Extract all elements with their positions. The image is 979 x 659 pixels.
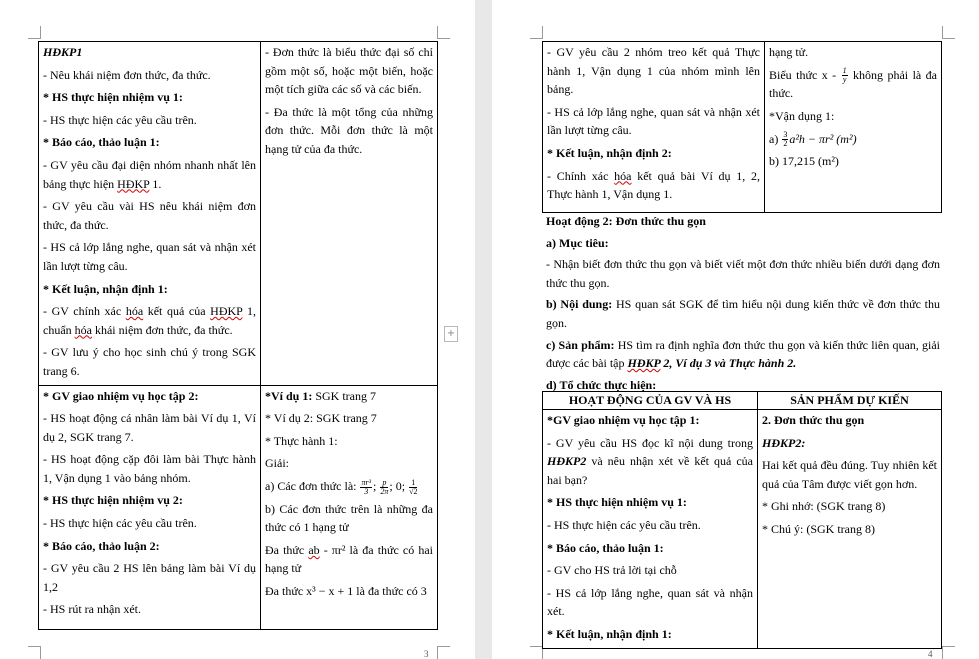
cell-text: - GV lưu ý cho học sinh chú ý trong SGK trang 6. (43, 345, 256, 378)
cell-text: Đa thức ab - πr² là đa thức có hai hạng tử (265, 542, 434, 576)
cell-text: - HS thực hiện các yêu cầu trên. (43, 112, 197, 127)
table-cell[interactable] (261, 385, 438, 629)
cell-text: - GV chính xác hóa kết quả của HĐKP 1, chuẩn hóa khái niệm đơn thức, đa thức. (43, 304, 257, 337)
cell-text: - HS cả lớp lắng nghe, quan sát và nhận xét. (547, 585, 753, 619)
cell-heading: *GV giao nhiệm vụ học tập 1: (547, 413, 700, 427)
spelling-flag[interactable]: HĐKP (117, 176, 150, 191)
cell-text: Giải: (265, 456, 289, 471)
cell-heading: * Kết luận, nhận định 1: (547, 626, 672, 641)
cell-text: - HS rút ra nhận xét. (43, 602, 141, 617)
cell-text: - GV yêu cầu đại diện nhóm nhanh nhất lên bảng thực hiện HĐKP 1. (43, 157, 256, 191)
cell-text: b) Các đơn thức trên là những đa thức có 1 hạng tử (265, 501, 433, 535)
spelling-flag[interactable]: hóa (74, 322, 92, 337)
cell-text: - Đa thức là một tổng của những đơn thức. Mỗi đơn thức là một hạng tử của đa thức. (265, 104, 433, 156)
cell-text: - Chính xác hóa kết quả bài Ví dụ 1, 2, Thực hành 1, Vận dụng 1. (547, 168, 760, 202)
margin-mark (28, 646, 41, 659)
cell-heading: 2. Đơn thức thu gọn (762, 413, 865, 427)
cell-text: b) 17,215 (m²) (769, 154, 839, 169)
column-header: SẢN PHẨM DỰ KIẾN (758, 392, 942, 410)
add-page-icon[interactable]: + (444, 326, 458, 342)
table-cell[interactable] (261, 42, 438, 386)
cell-heading: * GV giao nhiệm vụ học tập 2: (43, 388, 199, 403)
cell-text: - GV cho HS trả lời tại chỗ (547, 563, 677, 578)
formula-line: a) Các đơn thức là: $\frac{\text{πr³}}{3}$ ; $\frac{p}{2\pi}$ ; 0; $\frac{1}{√2}$ (265, 477, 418, 496)
spelling-flag[interactable]: hóa (125, 304, 144, 319)
cell-text: - GV yêu cầu HS đọc kĩ nội dung trong HĐKP2 và nêu nhận xét về kết quả của hai bạn? (547, 435, 753, 487)
paragraph: - Nhận biết đơn thức thu gọn và biết viết một đơn thức nhiều biến dưới dạng đơn thức thu gọn. (546, 257, 940, 290)
cell-heading: * Kết luận, nhận định 1: (43, 281, 168, 296)
margin-mark (28, 26, 41, 39)
margin-mark (942, 646, 955, 659)
cell-text: hạng tử. (769, 45, 809, 59)
cell-heading: * Báo cáo, thảo luận 2: (43, 538, 160, 553)
cell-text: - HS hoạt động cá nhân làm bài Ví dụ 1, Ví dụ 2, SGK trang 7. (43, 411, 256, 444)
column-header: HOẠT ĐỘNG CỦA GV VÀ HS (543, 392, 758, 410)
section-subheading: d) Tổ chức thực hiện: (546, 377, 657, 392)
cell-text: * Ghi nhớ: (SGK trang 8) (762, 499, 886, 514)
cell-text: - HS thực hiện các yêu cầu trên. (547, 517, 701, 532)
cell-text: *Vận dụng 1: (769, 108, 835, 123)
cell-heading: * Báo cáo, thảo luận 1: (43, 135, 160, 150)
activity-table-left (38, 41, 438, 630)
table-cell[interactable] (758, 410, 942, 649)
activity-table-bottom-right (542, 391, 942, 649)
cell-text: * Ví dụ 2: SGK trang 7 (265, 411, 377, 426)
cell-text: - GV yêu cầu 2 HS lên bảng làm bài Ví dụ 1,2 (43, 561, 256, 594)
margin-mark (437, 646, 450, 659)
margin-mark (530, 26, 543, 39)
formula-line: a) $\frac{3}{2}$ a²h − πr² (m²) (769, 130, 857, 149)
cell-heading: * HS thực hiện nhiệm vụ 2: (43, 493, 183, 508)
fraction: $\frac{p}{2\pi}$ (380, 477, 389, 496)
section-hoat-dong-2 (546, 212, 940, 397)
cell-text: - GV yêu cầu 2 nhóm treo kết quả Thực hành 1, Vận dụng 1 của nhóm mình lên bảng. (547, 45, 760, 97)
section-heading: Hoạt động 2: Đơn thức thu gọn (546, 214, 706, 228)
cell-text: - HS cả lớp lắng nghe, quan sát và nhận xét lần lượt từng câu. (43, 240, 256, 273)
spelling-flag[interactable]: ab (308, 542, 320, 557)
cell-heading: HĐKP1 (43, 45, 83, 59)
cell-text: - Đơn thức là biểu thức đại số chỉ gồm một số, hoặc một biến, hoặc một tích giữa các số và các biến. (265, 45, 433, 97)
fraction: $\frac{1}{y}$ (842, 66, 847, 85)
cell-text: - HS thực hiện các yêu cầu trên. (43, 516, 197, 531)
page-number: 3 (424, 649, 429, 659)
table-cell[interactable] (765, 42, 942, 213)
cell-heading: * HS thực hiện nhiệm vụ 1: (43, 90, 183, 105)
margin-mark (437, 26, 450, 39)
fraction: $\frac{1}{√2}$ (409, 477, 418, 496)
fraction: $\frac{\text{πr³}}{3}$ (361, 477, 372, 496)
page-gutter (475, 0, 492, 659)
fraction: $\frac{3}{2}$ (783, 130, 788, 149)
table-row (39, 385, 438, 629)
table-cell[interactable] (39, 42, 261, 386)
table-cell[interactable] (543, 42, 765, 213)
cell-text: * Thực hành 1: (265, 433, 338, 448)
paragraph: b) Nội dung: HS quan sát SGK để tìm hiểu nội dung kiến thức về đơn thức thu gọn. (546, 297, 940, 330)
cell-text: - GV yêu cầu vài HS nêu khái niệm đơn thức, đa thức. (43, 199, 256, 232)
table-row (543, 410, 942, 649)
cell-text: *Ví dụ 1: SGK trang 7 (265, 388, 377, 403)
spelling-flag[interactable]: hóa (614, 168, 632, 183)
table-row (39, 42, 438, 386)
cell-heading: * Báo cáo, thảo luận 1: (547, 540, 664, 555)
table-cell[interactable] (39, 385, 261, 629)
page-number: 4 (928, 649, 933, 659)
paragraph: c) Sản phẩm: HS tìm ra định nghĩa đơn thức thu gọn và kiến thức liên quan, giải được các bài tập HĐKP 2, Ví dụ 3 và Thực hành 2. (546, 337, 940, 371)
spelling-flag[interactable]: HĐKP (627, 356, 661, 371)
cell-heading: HĐKP2: (762, 435, 806, 450)
document-page-left (0, 0, 475, 659)
cell-text: Đa thức x³ − x + 1 là đa thức có 3 (265, 584, 427, 598)
section-subheading: a) Mục tiêu: (546, 235, 609, 250)
table-row (543, 42, 942, 213)
cell-text: Hai kết quả đều đúng. Tuy nhiên kết quả của Tâm được viết gọn hơn. (762, 458, 937, 491)
formula-line: Biểu thức x - $\frac{1}{y}$ không phải là đa thức. (769, 66, 937, 101)
cell-text: - Nêu khái niệm đơn thức, đa thức. (43, 67, 211, 82)
spelling-flag[interactable]: HĐKP (210, 304, 243, 319)
cell-text: * Chú ý: (SGK trang 8) (762, 521, 875, 536)
margin-mark (942, 26, 955, 39)
activity-table-top-right (542, 41, 942, 213)
cell-heading: * Kết luận, nhận định 2: (547, 145, 672, 160)
table-header-row (543, 392, 942, 410)
cell-text: - HS cả lớp lắng nghe, quan sát và nhận xét lần lượt từng câu. (547, 104, 760, 138)
cell-heading: * HS thực hiện nhiệm vụ 1: (547, 495, 687, 510)
table-cell[interactable] (543, 410, 758, 649)
cell-text: - HS hoạt động cặp đôi làm bài Thực hành 1, Vận dụng 1 vào bảng nhóm. (43, 452, 256, 485)
